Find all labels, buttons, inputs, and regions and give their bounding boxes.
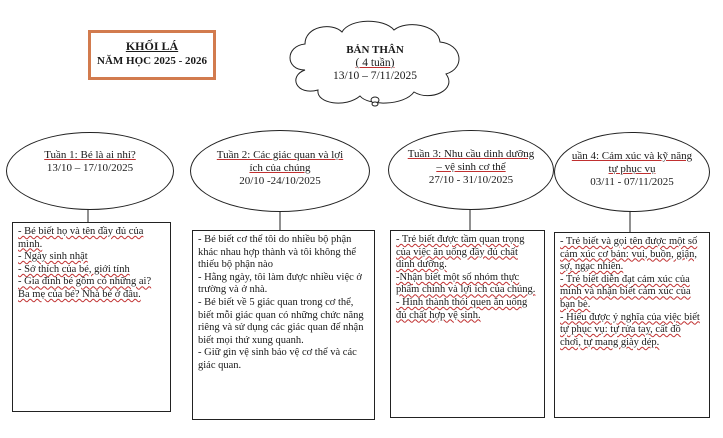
- title-grade: KHỐI LÁ: [125, 39, 179, 53]
- week-3-item: -Nhận biết một số nhóm thực phẩm chính và lợi ích của chúng.: [396, 271, 536, 296]
- week-2-dates: 20/10 -24/10/2025: [239, 175, 321, 187]
- week-2-box: [192, 230, 375, 420]
- week-2-item: - Bé biết về 5 giác quan trong cơ thể, biết mỗi giác quan có những chức năng riêng và sử dụng các giác quan để nhận biết mọi thứ xung quanh.: [198, 296, 364, 346]
- center-topic: [320, 44, 430, 83]
- week-2-item: - Bé biết cơ thể tôi do nhiều bộ phận khác nhau hợp thành và tôi không thể thiếu bộ phận nào: [198, 234, 357, 271]
- center-title: BẢN THÂN: [346, 44, 404, 56]
- week-4-item: - Trẻ biết diễn đạt cảm xúc của mình và nhận biết cảm xúc của bạn bè.: [560, 273, 691, 310]
- week-1-box: [12, 222, 171, 412]
- title-school-year: NĂM HỌC 2025 - 2026: [97, 55, 207, 67]
- week-4-title: uần 4: Cảm xúc và kỹ năng tự phục vụ: [571, 150, 693, 175]
- week-2-item: - Giữ gìn vệ sinh bảo vệ cơ thể và các giác quan.: [198, 347, 357, 371]
- week-2-ellipse: [190, 130, 370, 212]
- title-box: [88, 30, 216, 80]
- week-1-item: - Bé biết họ và tên đầy đủ của mình.: [18, 226, 144, 250]
- week-1-ellipse: [6, 132, 174, 210]
- week-4-item: - Hiểu được ý nghĩa của việc biết tự phục vụ: tự rửa tay, cất đồ chơi, tự mang giày dép.: [560, 311, 700, 348]
- week-3-dates: 27/10 - 31/10/2025: [428, 174, 514, 186]
- week-4-box: [554, 232, 710, 418]
- week-3-item: - Trẻ biết được tầm quan trọng của việc ăn uống đầy đủ chất dinh dưỡng.: [396, 234, 525, 271]
- center-duration: ( 4 tuần): [355, 57, 395, 69]
- week-1-dates: 13/10 – 17/10/2025: [46, 162, 134, 174]
- week-1-item: - Sở thích của bé, giới tính: [18, 263, 130, 275]
- week-1-title: Tuần 1: Bé là ai nhỉ?: [44, 149, 136, 161]
- cloud-bubble-small: [372, 102, 378, 106]
- week-3-title: Tuần 3: Nhu cầu dinh dưỡng – vệ sinh cơ thể: [407, 148, 535, 173]
- week-2-title: Tuần 2: Các giác quan và lợi ích của chúng: [216, 149, 344, 174]
- week-3-ellipse: [388, 130, 554, 210]
- week-2-item: - Hằng ngày, tôi làm được nhiều việc ở trường và ở nhà.: [198, 271, 362, 296]
- center-dates: 13/10 – 7/11/2025: [333, 70, 417, 82]
- week-4-ellipse: [554, 132, 710, 212]
- week-3-box: [390, 230, 545, 418]
- week-1-item: - Ngày sinh nhật: [18, 251, 88, 263]
- week-4-item: - Trẻ biết và gọi tên được một số cảm xúc cơ bản: vui, buồn, giận, sợ, ngạc nhiên.: [560, 236, 698, 273]
- week-4-dates: 03/11 - 07/11/2025: [590, 176, 674, 188]
- week-1-item: - Gia đình bé gồm có những ai? Ba mẹ của bé? Nhà bé ở đâu.: [18, 276, 152, 300]
- week-3-item: - Hình thành thói quen ăn uống đủ chất hợp vệ sinh.: [396, 296, 528, 321]
